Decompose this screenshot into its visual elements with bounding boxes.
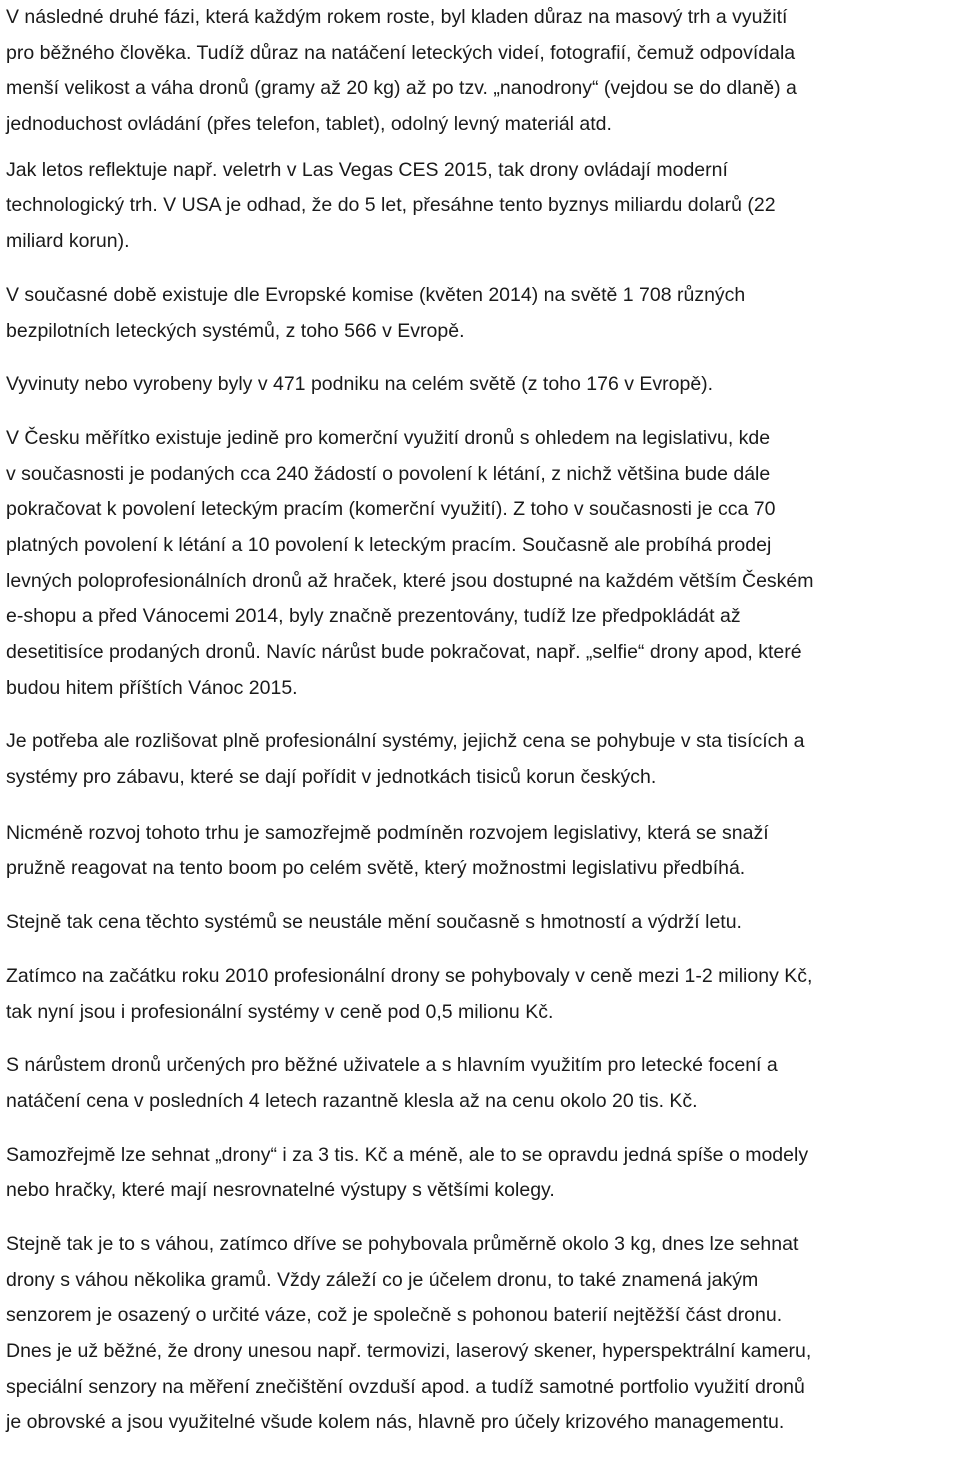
paragraph-legislation: [6, 816, 956, 887]
text-line: speciální senzory na měření znečištění ovzduší apod. a tudíž samotné portfolio využití dronů: [6, 1375, 805, 1398]
paragraph-eu-commission: [6, 278, 956, 349]
text-line: Dnes je už běžné, že drony unesou např. termovizi, laserový skener, hyperspektrální kameru,: [6, 1340, 812, 1362]
text-line: pro běžného člověka. Tudíž důraz na natáčení leteckých videí, fotografií, čemuž odpovídala: [6, 41, 796, 64]
text-line: Je potřeba ale rozlišovat plně profesionální systémy, jejichž cena se pohybuje v sta tisících a: [6, 730, 805, 753]
text-line: platných povolení k létání a 10 povolení k leteckým pracím. Současně ale probíhá prodej: [6, 533, 772, 556]
text-line: Samozřejmě lze sehnat „drony“ i za 3 tis. Kč a méně, ale to se opravdu jedná spíše o modely: [6, 1143, 809, 1166]
text-line: pokračovat k povolení leteckým pracím (komerční využití). Z toho v současnosti je cca 70: [6, 498, 776, 521]
text-line: natáčení cena v posledních 4 letech razantně klesla až na cenu okolo 20 tis. Kč.: [6, 1089, 698, 1112]
text-line: e-shopu a před Vánocemi 2014, byly značně prezentovány, tudíž lze předpokládát až: [6, 605, 741, 628]
text-line: V Česku měřítko existuje jedině pro komerční využití dronů s ohledem na legislativu, kde: [6, 426, 771, 449]
paragraph-manufacturers: [6, 367, 956, 403]
text-line: menší velikost a váha dronů (gramy až 20 kg) až po tzv. „nanodrony“ (vejdou se do dlaně) a: [6, 77, 797, 100]
text-line: desetitisíce prodaných dronů. Navíc nárůst bude pokračovat, např. „selfie“ drony apod, které: [6, 641, 802, 663]
paragraph-czech-market: [6, 421, 956, 707]
paragraph-ces-2015: [6, 153, 956, 260]
text-line: nebo hračky, které mají nesrovnatelné výstupy s většími kolegy.: [6, 1179, 555, 1202]
text-line: drony s váhou několika gramů. Vždy záleží co je účelem dronu, to také znamená jakým: [6, 1268, 759, 1291]
paragraph-consumer-drones: [6, 1048, 956, 1119]
text-line: miliard korun).: [6, 230, 130, 253]
text-line: je obrovské a jsou využitelné všude kolem nás, hlavně pro účely krizového managementu.: [6, 1411, 785, 1434]
text-line: Stejně tak je to s váhou, zatímco dříve se pohybovala průměrně okolo 3 kg, dnes lze sehnat: [6, 1232, 799, 1255]
text-line: Nicméně rozvoj tohoto trhu je samozřejmě podmíněn rozvojem legislativy, která se snaží: [6, 821, 769, 844]
paragraph-price-weight: [6, 905, 956, 941]
text-line: V následné druhé fázi, která každým rokem roste, byl kladen důraz na masový trh a využití: [6, 6, 788, 28]
text-line: pružně reagovat na tento boom po celém světě, který možnostmi legislativu předbíhá.: [6, 857, 746, 880]
paragraph-professional-vs-hobby: [6, 724, 956, 795]
text-line: technologický trh. V USA je odhad, že do 5 let, přesáhne tento byznys miliardu dolarů (22: [6, 194, 776, 217]
text-line: v současnosti je podaných cca 240 žádostí o povolení k létání, z nichž většina bude dále: [6, 462, 771, 485]
text-line: levných poloprofesionálních dronů až hraček, které jsou dostupné na každém větším Českém: [6, 569, 814, 592]
text-line: Vyvinuty nebo vyrobeny byly v 471 podniku na celém světě (z toho 176 v Evropě).: [6, 373, 714, 396]
text-line: S nárůstem dronů určených pro běžné uživatele a s hlavním využitím pro letecké focení a: [6, 1054, 778, 1077]
text-line: tak nyní jsou i profesionální systémy v ceně pod 0,5 milionu Kč.: [6, 1000, 554, 1023]
paragraph-cheap-drones: [6, 1138, 956, 1209]
text-line: systémy pro zábavu, které se dají pořídit v jednotkách tisiců korun českých.: [6, 766, 657, 789]
paragraph-weight-sensors: [6, 1227, 956, 1441]
text-line: Jak letos reflektuje např. veletrh v Las Vegas CES 2015, tak drony ovládají moderní: [6, 158, 728, 181]
text-line: V současné době existuje dle Evropské komise (květen 2014) na světě 1 708 různých: [6, 283, 746, 306]
paragraph-price-2010: [6, 959, 956, 1030]
text-line: jednoduchost ovládání (přes telefon, tablet), odolný levný materiál atd.: [6, 113, 612, 136]
paragraph-mass-market: [6, 0, 956, 143]
text-line: Zatímco na začátku roku 2010 profesionální drony se pohybovaly v ceně mezi 1-2 miliony Kč,: [6, 964, 813, 987]
text-line: budou hitem příštích Vánoc 2015.: [6, 676, 298, 699]
text-line: Stejně tak cena těchto systémů se neustále mění současně s hmotností a výdrží letu.: [6, 911, 742, 934]
document-body: [6, 0, 956, 1441]
text-line: bezpilotních leteckých systémů, z toho 566 v Evropě.: [6, 319, 465, 342]
text-line: senzorem je osazený o určité váze, což je společně s pohonou baterií nejtěžší část dronu.: [6, 1304, 783, 1327]
